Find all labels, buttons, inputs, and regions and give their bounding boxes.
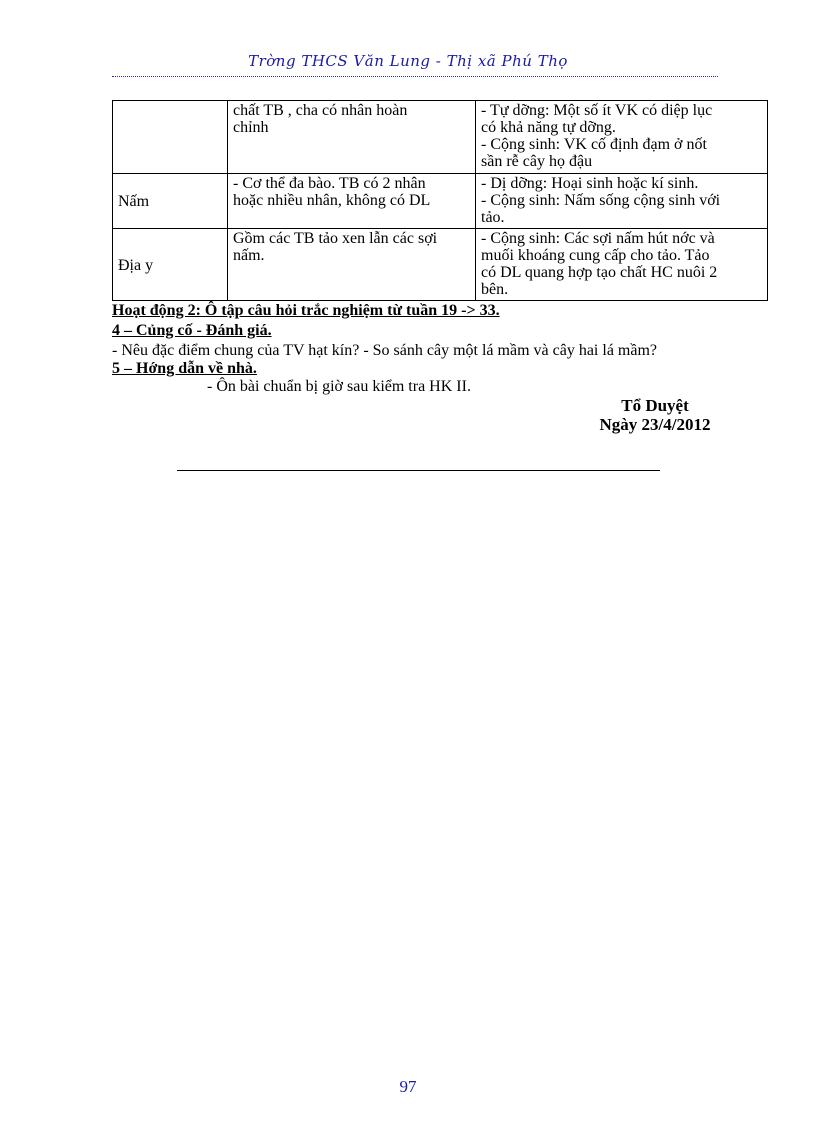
cell-line: chỉnh [233,119,269,136]
activity-heading: Hoạt động 2: Ô tập câu hỏi trắc nghiệm từ tuần 19 -> 33. [112,302,500,319]
table-cell-nutrition [476,174,768,229]
cell-line: - Tự dỡng: Một số ít VK có diệp lục [481,102,713,119]
consolidate-text: - Nêu đặc điểm chung của TV hạt kín? - So sánh cây một lá mầm và cây hai lá mầm? [112,342,658,359]
end-divider [177,470,660,471]
cell-line: - Cộng sinh: Nấm sống cộng sinh với [481,192,721,209]
classification-table [112,100,768,301]
header-divider [112,76,718,77]
consolidate-heading: 4 – Củng cố - Đánh giá. [112,322,272,339]
table-cell-name [113,101,228,174]
cell-line: nấm. [233,247,265,264]
page-header-title: Trờng THCS Văn Lung - Thị xã Phú Thọ [248,52,568,70]
table-cell-structure [228,229,476,301]
table-cell-nutrition [476,229,768,301]
cell-line: muối khoáng cung cấp cho tảo. Tảo [481,247,710,264]
cell-line: bên. [481,281,509,298]
cell-line: tảo. [481,209,505,226]
cell-line: - Dị dỡng: Hoại sinh hoặc kí sinh. [481,175,699,192]
cell-line: - Cộng sinh: Các sợi nấm hút nớc và [481,230,715,247]
table-cell-structure [228,174,476,229]
cell-line: có DL quang hợp tạo chất HC nuôi 2 [481,264,718,281]
approval-name: Tổ Duyệt [621,396,689,415]
approval-block [580,396,730,434]
cell-line: Gồm các TB tảo xen lẫn các sợi [233,230,438,247]
table-cell-nutrition [476,101,768,174]
approval-date: Ngày 23/4/2012 [599,415,711,434]
table-row [113,101,768,174]
page-number: 97 [399,1077,417,1096]
cell-line: sần rễ cây họ đậu [481,153,593,170]
cell-line: - Cơ thể đa bào. TB có 2 nhân [233,175,426,192]
cell-line: có khả năng tự dỡng. [481,119,616,136]
homework-text: - Ôn bài chuẩn bị giờ sau kiểm tra HK II. [207,378,471,395]
table-row [113,174,768,229]
table-row [113,229,768,301]
table-cell-name: Địa y [113,229,228,301]
table-cell-structure [228,101,476,174]
cell-line: chất TB , cha có nhân hoàn [233,102,408,119]
cell-line: hoặc nhiều nhân, không có DL [233,192,431,209]
table-cell-name: Nấm [113,174,228,229]
homework-heading: 5 – Hớng dẫn về nhà. [112,360,257,377]
cell-line: - Cộng sinh: VK cố định đạm ở nốt [481,136,707,153]
